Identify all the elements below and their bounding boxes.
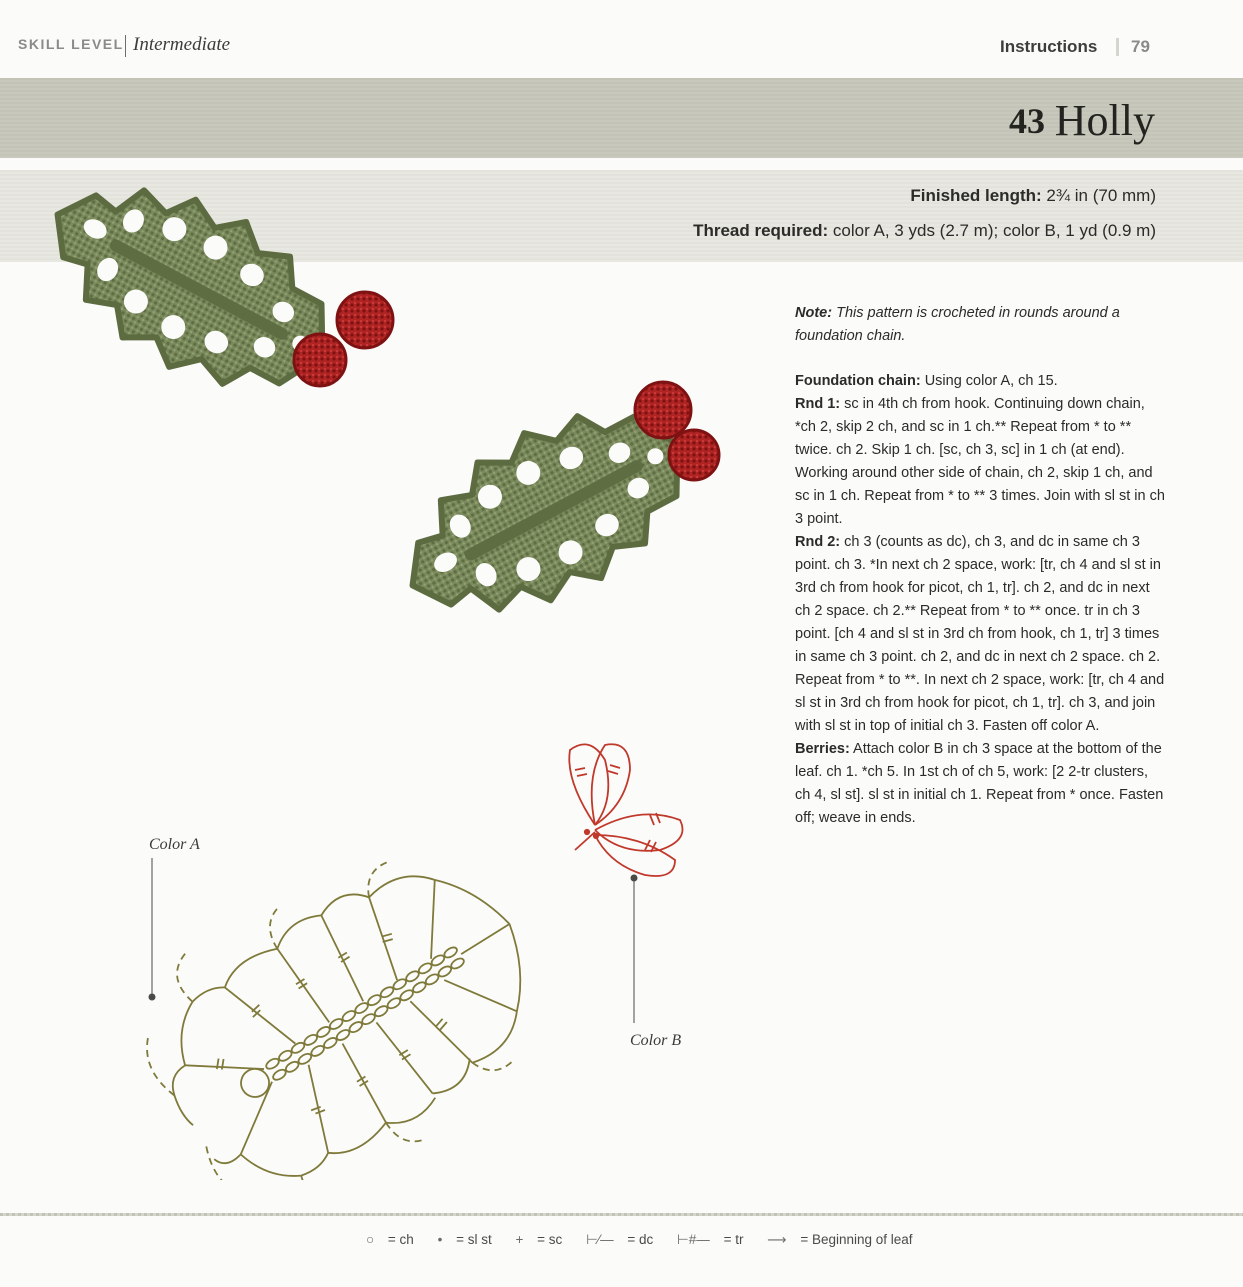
legend-item-dc <box>586 1232 663 1247</box>
thread-required-value: color A, 3 yds (2.7 m); color B, 1 yd (0.9 m) <box>832 221 1156 240</box>
outer-chain-loops <box>130 799 588 1180</box>
legend-item-ch <box>366 1232 424 1247</box>
pattern-note <box>795 302 1165 348</box>
legend-item-begin <box>767 1232 922 1247</box>
instruction-step <box>795 370 1165 393</box>
finished-length-value: 2¾ in (70 mm) <box>1046 186 1156 205</box>
arrow-icon: ⟶ <box>767 1232 787 1247</box>
step-text: sc in 4th ch from hook. Continuing down chain, *ch 2, skip 2 ch, and sc in 1 ch.** Repeat from * to ** twice. ch 2. Skip 1 ch. [sc, ch 3, sc] in 1 ch (at end). Working around other side of chain, ch 2, skip 1 ch, and sc in 1 ch. Repeat from * to ** 3 times. Join with sl st in ch 3 point. <box>795 396 1165 527</box>
thread-required-label: Thread required: <box>693 221 829 240</box>
step-text: ch 3 (counts as dc), ch 3, and dc in same ch 3 point. ch 3. *In next ch 2 space, work: [tr, ch 4 and sl st in 3rd ch from hook for picot, ch 1, tr]. ch 2, and dc in next ch 2 space. ch 2.** Repeat from * to ** once. tr in ch 3 point. [ch 4 and sl st in 3rd ch from hook, ch 1, tr] 3 times in same ch 3 point. ch 2, and dc in next ch 2 space. ch 2. Repeat from * to **. In next ch 2 space, work: [tr, ch 4 and sl st in 3rd ch from hook for picot, ch 1, tr]. ch 3, and join with sl st in top of initial ch 3. Fasten off color A. <box>795 534 1165 734</box>
step-label: Foundation chain: <box>795 373 921 389</box>
thread-required <box>693 221 1156 241</box>
page-number: 79 <box>1131 37 1150 56</box>
pattern-number: 43 <box>1009 101 1045 141</box>
legend-text: = Beginning of leaf <box>800 1232 913 1247</box>
finished-length <box>910 186 1156 206</box>
single-crochet-icon: + <box>515 1232 524 1247</box>
treble-crochet-icon: ⊢#— <box>677 1232 710 1247</box>
skill-level-value: Intermediate <box>133 34 231 55</box>
slip-stitch-icon: • <box>437 1232 443 1247</box>
instruction-step <box>795 531 1165 738</box>
chain-icon: ○ <box>366 1232 375 1247</box>
double-crochet-icon: ⊢⁄— <box>586 1232 614 1247</box>
header-divider <box>125 35 126 57</box>
color-a-label: Color A <box>149 836 200 853</box>
legend-text: = dc <box>627 1232 654 1247</box>
note-label: Note: <box>795 305 833 321</box>
finished-length-label: Finished length: <box>910 186 1042 205</box>
holly-photo <box>20 170 740 640</box>
holly-leaf-1 <box>20 170 361 428</box>
legend-item-tr <box>677 1232 753 1247</box>
crochet-chart <box>130 740 710 1180</box>
section-divider <box>1116 38 1119 56</box>
legend-text: = sl st <box>456 1232 492 1247</box>
step-label: Rnd 1: <box>795 396 841 412</box>
step-label: Berries: <box>795 741 850 757</box>
instruction-step <box>795 738 1165 830</box>
symbol-legend <box>366 1232 933 1248</box>
color-b-berries-chart <box>569 744 682 876</box>
pattern-title: Holly <box>1054 96 1155 145</box>
step-text: Using color A, ch 15. <box>924 373 1058 389</box>
instruction-step <box>795 393 1165 531</box>
note-text: This pattern is crocheted in rounds around a foundation chain. <box>795 305 1120 344</box>
pattern-instructions <box>795 370 1165 830</box>
footer-rule <box>0 1213 1243 1216</box>
skill-level-label: SKILL LEVEL <box>18 36 124 52</box>
legend-item-slst <box>438 1232 502 1247</box>
legend-text: = tr <box>723 1232 744 1247</box>
section-name: Instructions <box>1000 37 1098 56</box>
legend-text: = ch <box>387 1232 414 1247</box>
legend-item-sc <box>516 1232 573 1247</box>
legend-text: = sc <box>537 1232 563 1247</box>
step-label: Rnd 2: <box>795 534 841 550</box>
foundation-chain <box>264 945 465 1082</box>
radiating-stitches <box>156 833 564 1180</box>
color-b-label: Color B <box>630 1032 682 1049</box>
step-text: Attach color B in ch 3 space at the bottom of the leaf. ch 1. *ch 5. In 1st ch of ch 5, work: [2 2-tr clusters, ch 4, sl st]. sl st in initial ch 1. Repeat from * once. Fasten off; weave in ends. <box>795 741 1164 826</box>
color-a-leaf-chart <box>130 799 588 1180</box>
